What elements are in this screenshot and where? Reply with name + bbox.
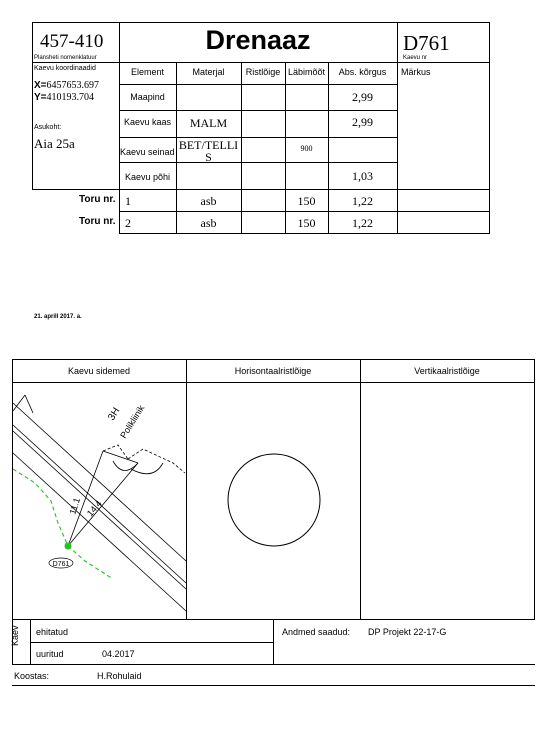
section-connections: Kaevu sidemed xyxy=(67,366,131,376)
map-code-label: Plansheti nomenklatuur xyxy=(34,55,97,61)
dimension-label: 14.4 xyxy=(84,498,104,519)
pipe-material: asb xyxy=(200,194,217,208)
site-sketch xyxy=(13,383,186,619)
map-code: 457-410 xyxy=(40,31,104,52)
pipe-diameter: 150 xyxy=(297,216,316,230)
location-label: Asukoht: xyxy=(34,124,62,131)
x-coordinate: X=6457653.697 xyxy=(34,80,100,91)
horizontal-section-drawing xyxy=(187,383,360,619)
pipe-height: 1,22 xyxy=(352,194,373,208)
building-label: 3H xyxy=(106,405,123,423)
row-element: Kaevu seinad xyxy=(120,147,175,157)
col-header-diameter: Läbimõõt xyxy=(287,67,326,77)
measured-value: 04.2017 xyxy=(102,649,135,659)
well-nr-label: Kaevu nr xyxy=(403,55,428,61)
row-material: BET/TELLIS xyxy=(178,139,239,161)
row-diameter: 900 xyxy=(300,144,313,153)
pipe-label: Toru nr. xyxy=(79,194,116,205)
row-element: Kaevu kaas xyxy=(123,117,172,127)
section-horizontal: Horisontaalristlõige xyxy=(234,366,312,376)
location-value: Aia 25a xyxy=(34,136,75,151)
col-header-element: Element xyxy=(130,67,165,77)
pipe-nr: 2 xyxy=(125,216,131,230)
data-source-label: Andmed saadud: xyxy=(282,627,351,637)
pipe-height: 1,22 xyxy=(352,216,373,230)
pipe-nr: 1 xyxy=(125,194,131,208)
row-element: Maapind xyxy=(130,92,165,102)
col-header-cross: Ristlõige xyxy=(245,67,281,77)
measured-label: uuritud xyxy=(36,649,64,659)
col-header-height: Abs. kõrgus xyxy=(338,67,387,77)
section-vertical: Vertikaalristlõige xyxy=(414,366,480,376)
author-label: Koostas: xyxy=(14,671,50,681)
row-material: MALM xyxy=(189,116,228,130)
pipe-diameter: 150 xyxy=(297,194,316,208)
row-height: 2,99 xyxy=(352,90,373,104)
row-height: 1,03 xyxy=(352,169,373,183)
well-marker xyxy=(65,543,72,550)
data-source-value: DP Projekt 22-17-G xyxy=(368,627,447,637)
well-id: D761 xyxy=(403,31,450,55)
dimension-label: 11.1 xyxy=(67,496,83,516)
pipe-label: Toru nr. xyxy=(79,216,116,227)
coordinates-label: Kaevu koordinaadid xyxy=(34,65,96,72)
remarks-label: Märkus xyxy=(401,67,431,77)
page-title: Drenaaz xyxy=(205,25,311,55)
well-circle xyxy=(228,454,320,546)
clinic-label: Polikliinik xyxy=(118,403,147,441)
col-header-material: Materjal xyxy=(192,67,225,77)
y-coordinate: Y=410193.704 xyxy=(34,92,95,103)
pipe-material: asb xyxy=(200,216,217,230)
author-value: H.Rohulaid xyxy=(97,671,142,681)
row-height: 2,99 xyxy=(352,115,373,129)
well-tag: D761 xyxy=(52,561,70,568)
row-element: Kaevu põhi xyxy=(124,172,171,182)
document-date: 21. aprill 2017. a. xyxy=(34,314,82,320)
built-label: ehitatud xyxy=(36,627,69,637)
side-label: Kaev xyxy=(10,625,20,646)
